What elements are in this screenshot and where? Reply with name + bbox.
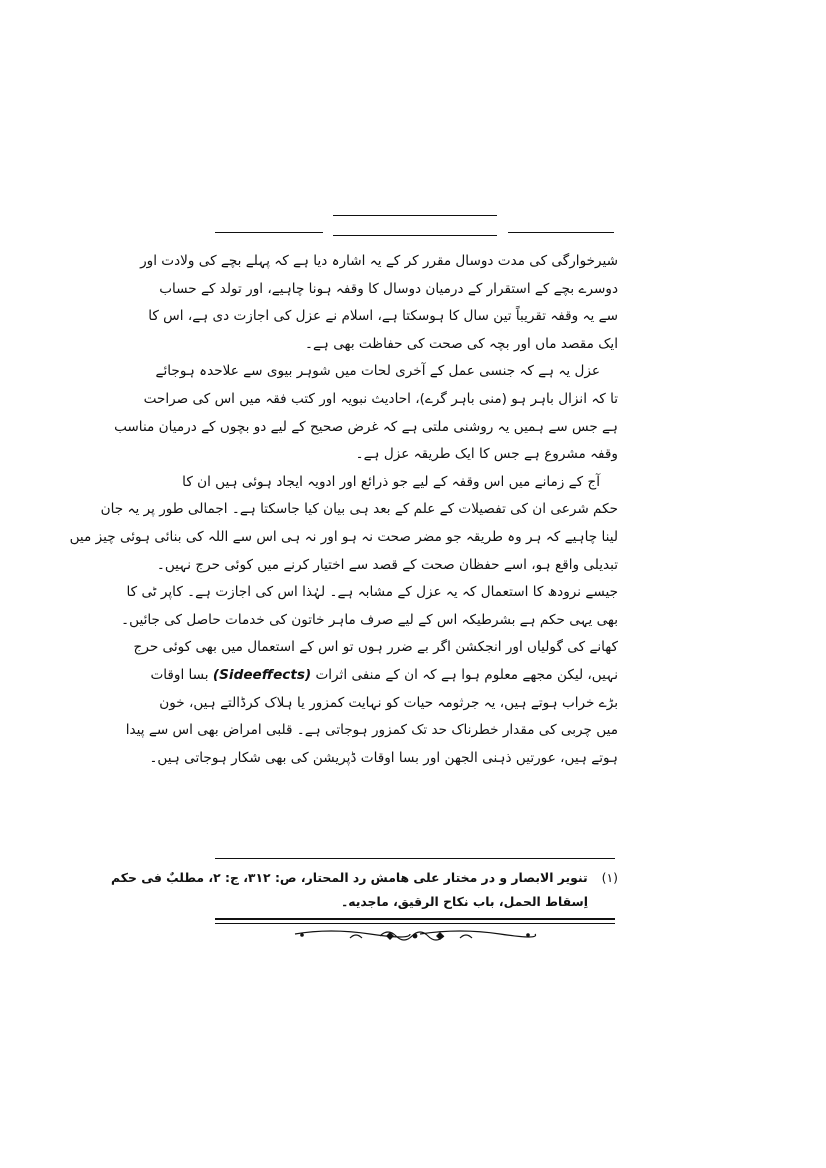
header-rule-center-top (333, 215, 497, 216)
body-line-with-latin (150, 662, 618, 690)
body-line: شیرخوارگی کی مدت دوسال مقرر کر کے یہ اشارہ دیا ہے کہ پہلے بچے کی ولادت اور (140, 253, 618, 269)
footnote (111, 866, 618, 914)
body-line: آج کے زمانے میں اس وقفہ کے لیے جو ذرائع اور ادویہ ایجاد ہوئی ہیں ان کا (182, 473, 600, 490)
body-line-segment: بسا اوقات (150, 666, 209, 683)
body-line: دوسرے بچے کے استقرار کے درمیان دوسال کا وقفہ ہونا چاہیے، اور تولد کے حساب (159, 280, 618, 297)
footnote-marker: (۱) (601, 870, 618, 885)
body-line: کھانے کی گولیاں اور انجکشن اگر بے ضرر ہوں تو اس کے استعمال میں بھی کوئی حرج (133, 639, 618, 656)
body-line-segment: نہیں، لیکن مجھے معلوم ہوا ہے کہ ان کے منفی اثرات (315, 666, 618, 683)
latin-term: (Sideeffects) (212, 666, 312, 683)
body-line: لینا چاہیے کہ ہر وہ طریقہ جو مضر صحت نہ ہو اور نہ ہی اس سے اللہ کی بنائی ہوئی چیز میں (69, 528, 618, 545)
body-line: عزل یہ ہے کہ جنسی عمل کے آخری لحات میں شوہر بیوی سے علاحدہ ہوجائے (155, 363, 600, 380)
body-line: سے یہ وقفہ تقریباً تین سال کا ہوسکتا ہے، اسلام نے عزل کی اجازت دی ہے، اس کا (148, 308, 618, 325)
body-line: میں چربی کی مقدار خطرناک حد تک کمزور ہوجاتی ہے۔ قلبی امراض بھی اس سے پیدا (125, 722, 618, 739)
footer-rule-thick (215, 918, 615, 920)
body-line: جیسے نرودھ کا استعمال کہ یہ عزل کے مشابہ ہے۔ لہٰذا اس کی اجازت ہے۔ کاپر ٹی کا (126, 584, 618, 601)
body-text (69, 248, 618, 772)
body-line: وقفہ مشروع ہے جس کا ایک طریقہ عزل ہے۔ (355, 446, 618, 463)
footer-rule-thin (215, 923, 615, 924)
body-line: بڑے خراب ہوتے ہیں، یہ جرثومہ حیات کو نہایت کمزور یا ہلاک کرڈالتے ہیں، خون (159, 694, 618, 711)
body-line: حکم شرعی ان کی تفصیلات کے علم کے بعد ہی بیان کیا جاسکتا ہے۔ اجمالی طور پر یہ جان (100, 501, 618, 518)
body-line: ہے جس سے ہمیں یہ روشنی ملتی ہے کہ غرض صحیح کے لیے دو بچوں کے درمیان مناسب (114, 418, 618, 435)
footnote-line (111, 866, 618, 890)
header-rule-left (215, 232, 323, 233)
flourish-ornament-icon (290, 926, 540, 946)
body-line: بھی یہی حکم ہے بشرطیکہ اس کے لیے صرف ماہر خاتون کی خدمات حاصل کی جائیں۔ (121, 611, 618, 628)
body-line: تا کہ انزال باہر ہو (منی باہر گرے)، احادیث نبویہ اور کتب فقہ میں اس کی صراحت (143, 390, 618, 407)
footnote-line: اِسقاط الحمل، باب نکاح الرقیق، ماجدیه۔ (340, 894, 588, 909)
header-rule-right (508, 232, 614, 233)
body-line: ایک مقصد ماں اور بچہ کی صحت کی حفاظت بھی ہے۔ (305, 335, 618, 352)
footnote-rule (215, 858, 615, 859)
header-rule-center-bottom (333, 235, 497, 236)
footnote-text: تنویر الابصار و در مختار علی هامش رد المحتار، ص: ۳۱۲، ج: ۲، مطلبٌ فی حکم (111, 870, 588, 885)
body-line: تبدیلی واقع ہو، اسے حفظان صحت کے قصد سے اختیار کرنے میں کوئی حرج نہیں۔ (156, 556, 618, 573)
body-line: ہوتے ہیں، عورتیں ذہنی الجھن اور بسا اوقات ڈپریشن کی بھی شکار ہوجاتی ہیں۔ (149, 749, 618, 766)
